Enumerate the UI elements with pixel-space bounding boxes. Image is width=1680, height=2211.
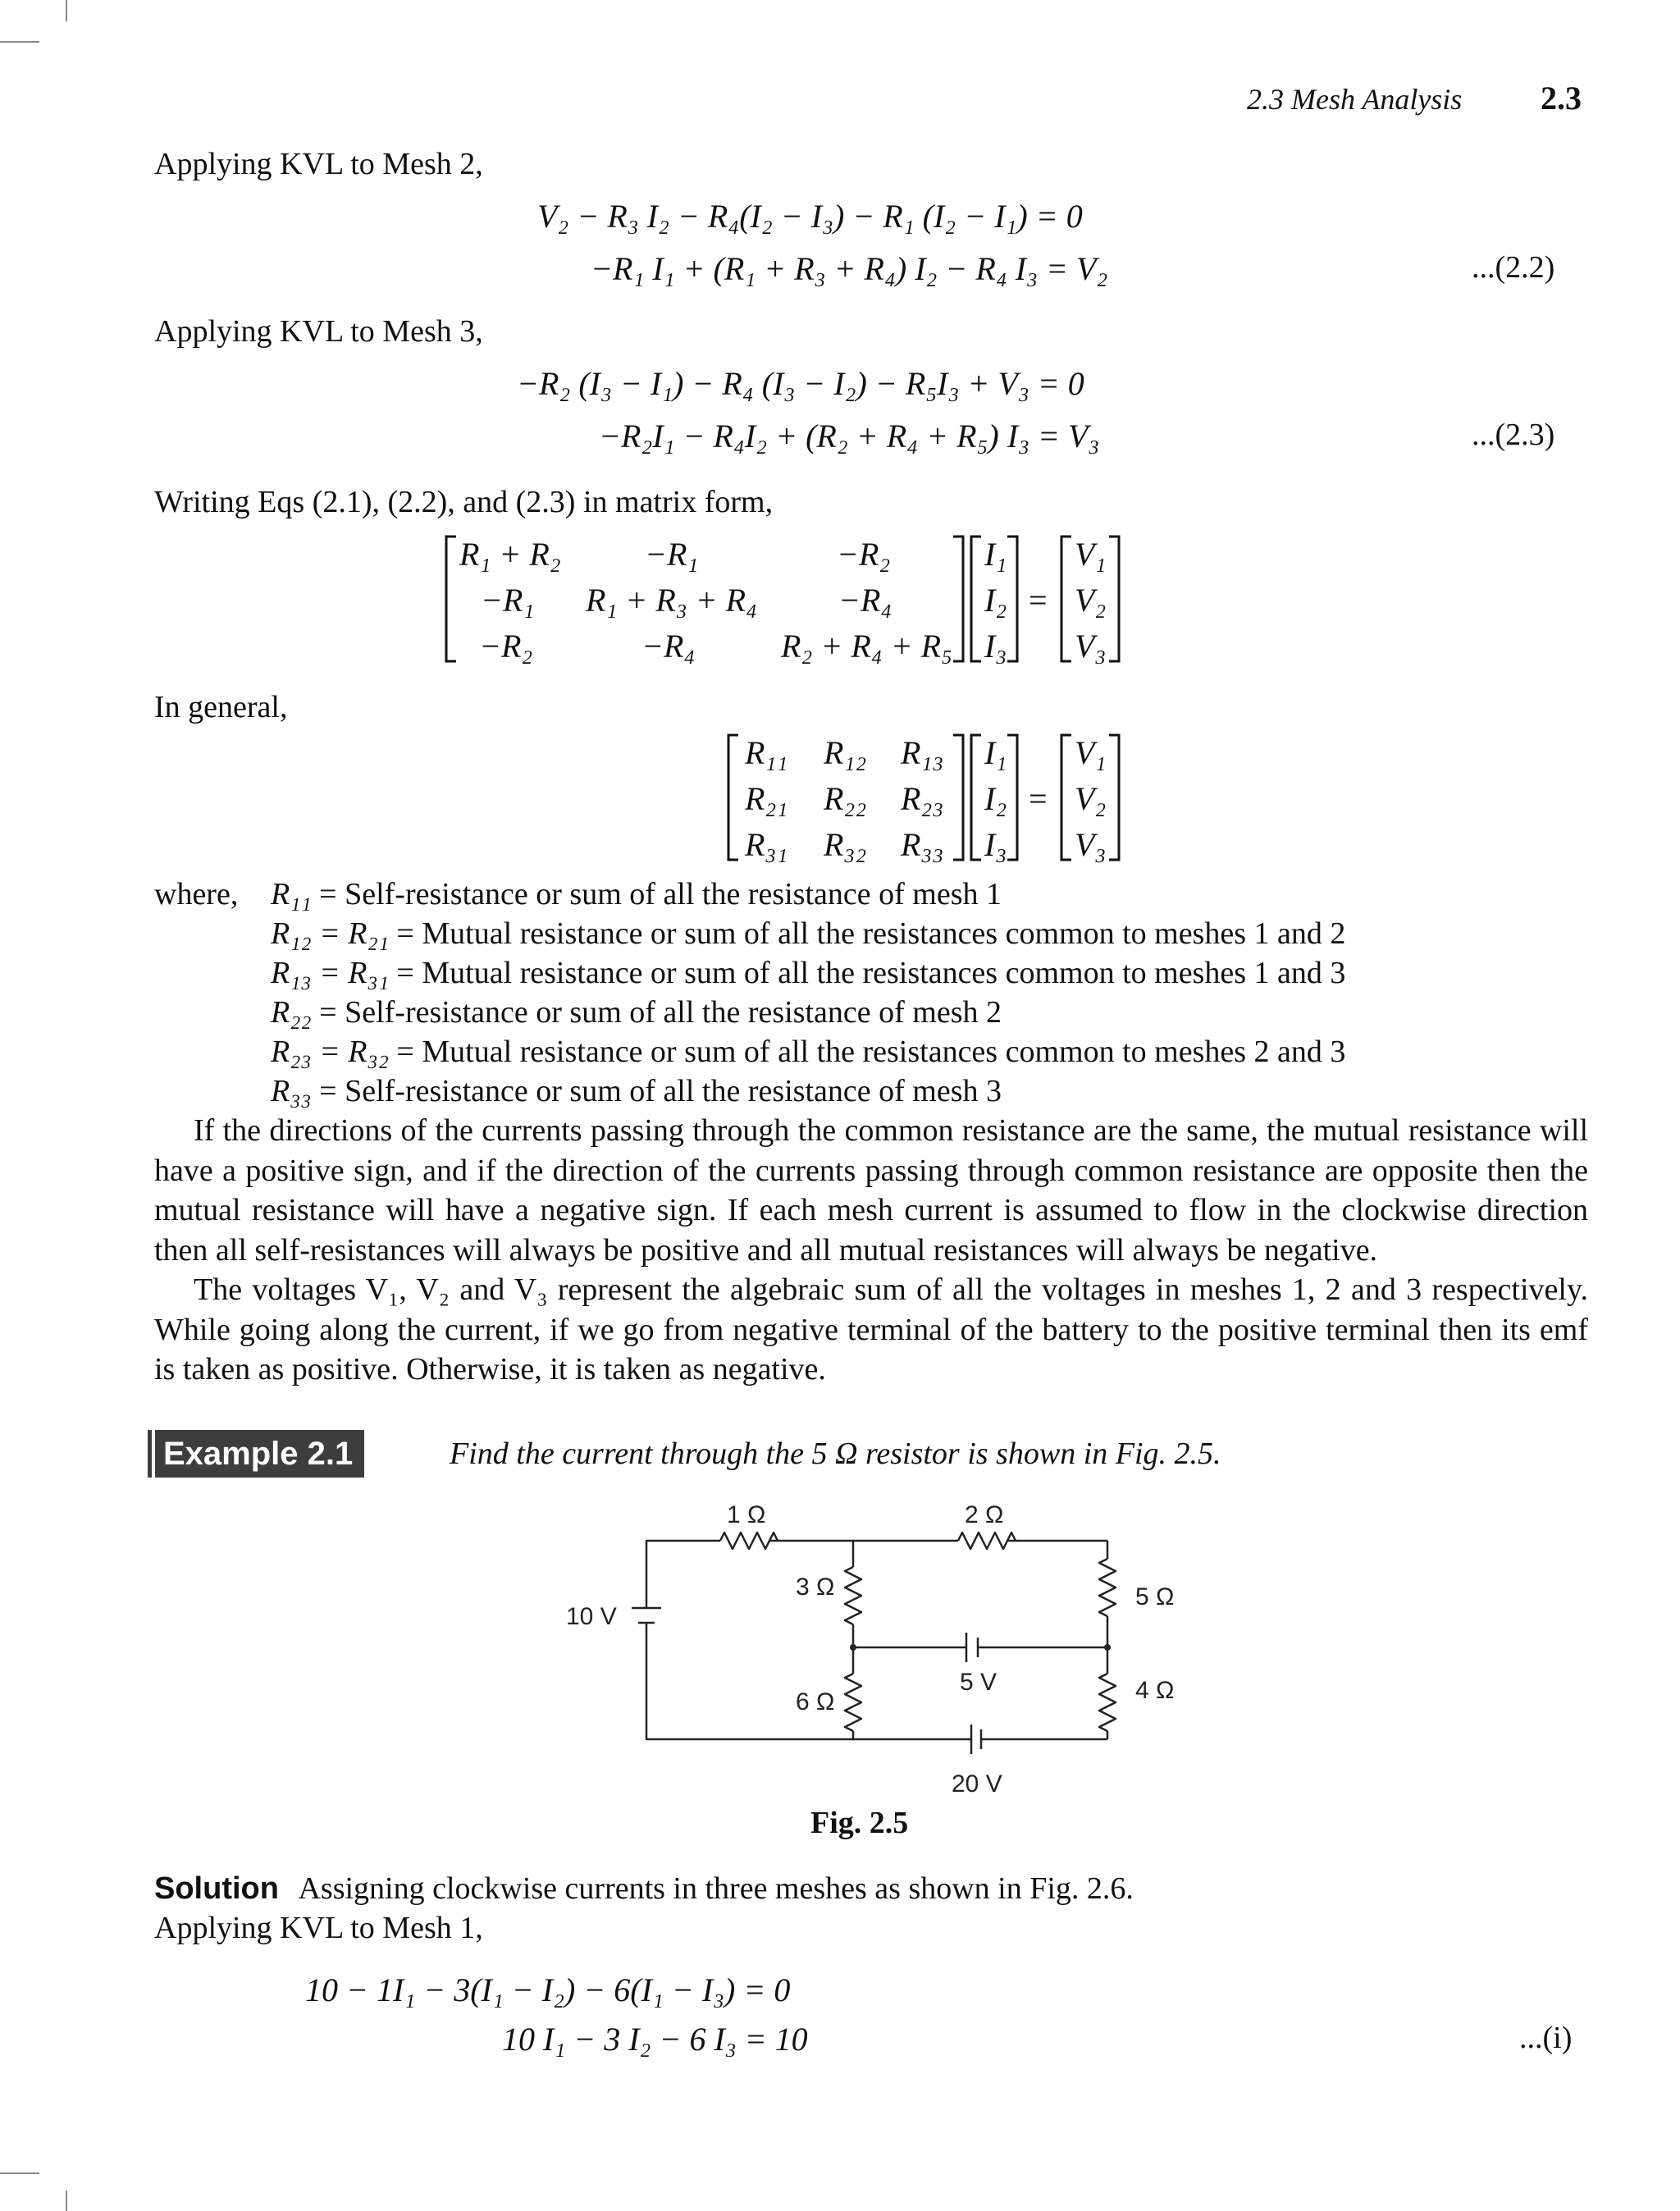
matrix-cell-2-3: −R₄ [838, 582, 892, 619]
figure-caption: Fig. 2.5 [810, 1806, 909, 1840]
definition-row-5: R₂₃ = R₃₂ = Mutual resistance or sum of all the resistances common to meshes 2 and 3 [271, 1035, 1346, 1069]
resistor-1ohm [720, 1533, 778, 1549]
definition-row-3: R₁₃ = R₃₁ = Mutual resistance or sum of all the resistances common to meshes 1 and 3 [271, 956, 1346, 990]
general-voltage-2: V₂ [1075, 780, 1107, 817]
matrix-cell-1-1: R₁ + R₂ [459, 536, 561, 573]
definition-row-2: R₁₂ = R₂₁ = Mutual resistance or sum of all the resistances common to meshes 1 and 2 [271, 916, 1346, 951]
definition-row-4: R₂₂ = Self-resistance or sum of all the resistance of mesh 2 [271, 995, 1002, 1030]
resistor-4ohm [1099, 1674, 1116, 1731]
matrix-cell-2-2: R₁ + R₃ + R₄ [586, 582, 758, 619]
general-equals: = [1029, 780, 1048, 817]
label-5v: 5 V [960, 1669, 998, 1696]
resistor-2ohm [958, 1533, 1016, 1549]
matrix-cell-3-2: −R₄ [641, 628, 696, 665]
resistor-3ohm [845, 1567, 861, 1624]
matrix-cell-1-2: −R₁ [645, 536, 699, 573]
general-cell-2-2: R₂₂ [824, 780, 867, 817]
mesh3-eq1: −R₂ (I₃ − I₁) − R₄ (I₃ − I₂) − R₅I₃ + V₃ = 0 [517, 365, 1084, 402]
general-voltage-1: V₁ [1075, 734, 1107, 771]
matrix-cell-1-3: −R₂ [837, 536, 891, 573]
mesh1-eq1: 10 − 1I₁ − 3(I₁ − I₂) − 6(I₁ − I₃) = 0 [305, 1971, 791, 2008]
label-10v: 10 V [566, 1603, 617, 1630]
label-6ohm: 6 Ω [796, 1688, 835, 1715]
general-cell-1-1: R₁₁ [745, 734, 788, 771]
solution-label: Solution [154, 1871, 279, 1906]
general-current-2: I₂ [984, 780, 1007, 817]
definition-row-1: R₁₁ = Self-resistance or sum of all the resistance of mesh 1 [271, 877, 1002, 911]
matrix-cell-2-1: −R₁ [481, 582, 535, 619]
current-vector-2: I₂ [984, 582, 1007, 619]
general-current-3: I₃ [984, 826, 1007, 863]
general-cell-3-1: R₃₁ [745, 826, 788, 863]
mesh3-eq2: −R₂I₁ − R₄I₂ + (R₂ + R₄ + R₅) I₃ = V₃ [599, 418, 1100, 455]
general-cell-2-3: R₂₃ [901, 780, 944, 817]
mesh1-intro: Applying KVL to Mesh 1, [154, 1911, 483, 1945]
paragraph-mutual-resistance-sign: If the directions of the currents passing through the common resistance are the same, the mutual resistance will have a positive sign, and if the direction of the currents passing through common resistance are opposite then the mutual resistance will have a negative sign. If each mesh current is assumed to flow in the clockwise direction then all self-resistances will always be positive and all mutual resistances will always be negative. [154, 1113, 1588, 1268]
voltage-vector-3: V₃ [1075, 628, 1107, 665]
current-vector-3: I₃ [984, 628, 1007, 665]
example-question: Find the current through the 5 Ω resistor is shown in Fig. 2.5. [450, 1437, 1221, 1471]
label-1ohm: 1 Ω [727, 1501, 766, 1528]
eq-number-2-2: ...(2.2) [1472, 250, 1555, 285]
resistor-6ohm [845, 1674, 861, 1731]
label-5ohm: 5 Ω [1135, 1583, 1175, 1610]
general-cell-1-2: R₁₂ [824, 734, 867, 771]
mesh2-eq1: V₂ − R₃ I₂ − R₄(I₂ − I₃) − R₁ (I₂ − I₁) = 0 [537, 198, 1083, 235]
general-cell-3-3: R₃₃ [901, 826, 944, 863]
general-cell-2-1: R₂₁ [745, 780, 788, 817]
general-voltage-3: V₃ [1075, 826, 1107, 863]
definition-row-6: R₃₃ = Self-resistance or sum of all the resistance of mesh 3 [271, 1074, 1002, 1108]
voltage-vector-2: V₂ [1075, 582, 1107, 619]
voltage-vector-1: V₁ [1075, 536, 1107, 573]
mesh2-intro: Applying KVL to Mesh 2, [154, 147, 483, 181]
current-vector-1: I₁ [984, 536, 1007, 573]
where-label: where, [154, 877, 239, 911]
general-intro: In general, [154, 690, 288, 724]
solution-line [154, 1869, 1134, 1908]
paragraph-voltages: The voltages V₁, V₂ and V₃ represent the algebraic sum of all the voltages in meshes 1, 2 and 3 respectively. While going along the current, if we go from negative terminal of the battery to the positive terminal then its emf is taken as positive. Otherwise, it is taken as negative. [154, 1272, 1588, 1386]
general-cell-1-3: R₁₃ [901, 734, 944, 771]
mesh1-eq2: 10 I₁ − 3 I₂ − 6 I₃ = 10 [502, 2021, 808, 2058]
general-current-1: I₁ [984, 734, 1007, 771]
eq-number-i: ...(i) [1519, 2021, 1573, 2055]
matrix-equals: = [1029, 582, 1048, 619]
matrix-cell-3-1: −R₂ [479, 628, 533, 665]
mesh2-eq2: −R₁ I₁ + (R₁ + R₃ + R₄) I₂ − R₄ I₃ = V₂ [591, 250, 1108, 287]
mesh3-intro: Applying KVL to Mesh 3, [154, 314, 483, 349]
label-20v: 20 V [952, 1770, 1002, 1798]
resistor-5ohm [1099, 1559, 1116, 1616]
matrix-intro: Writing Eqs (2.1), (2.2), and (2.3) in matrix form, [154, 485, 774, 519]
general-cell-3-2: R₃₂ [824, 826, 867, 863]
label-3ohm: 3 Ω [796, 1574, 835, 1601]
label-2ohm: 2 Ω [965, 1501, 1004, 1528]
label-4ohm: 4 Ω [1135, 1677, 1175, 1704]
page-number: 2.3 [1541, 80, 1582, 116]
eq-number-2-3: ...(2.3) [1472, 418, 1555, 452]
matrix-cell-3-3: R₂ + R₄ + R₅ [781, 628, 953, 665]
example-label: Example 2.1 [155, 1430, 364, 1478]
solution-text: Assigning clockwise currents in three meshes as shown in Fig. 2.6. [298, 1871, 1134, 1906]
running-title: 2.3 Mesh Analysis [1247, 83, 1463, 116]
